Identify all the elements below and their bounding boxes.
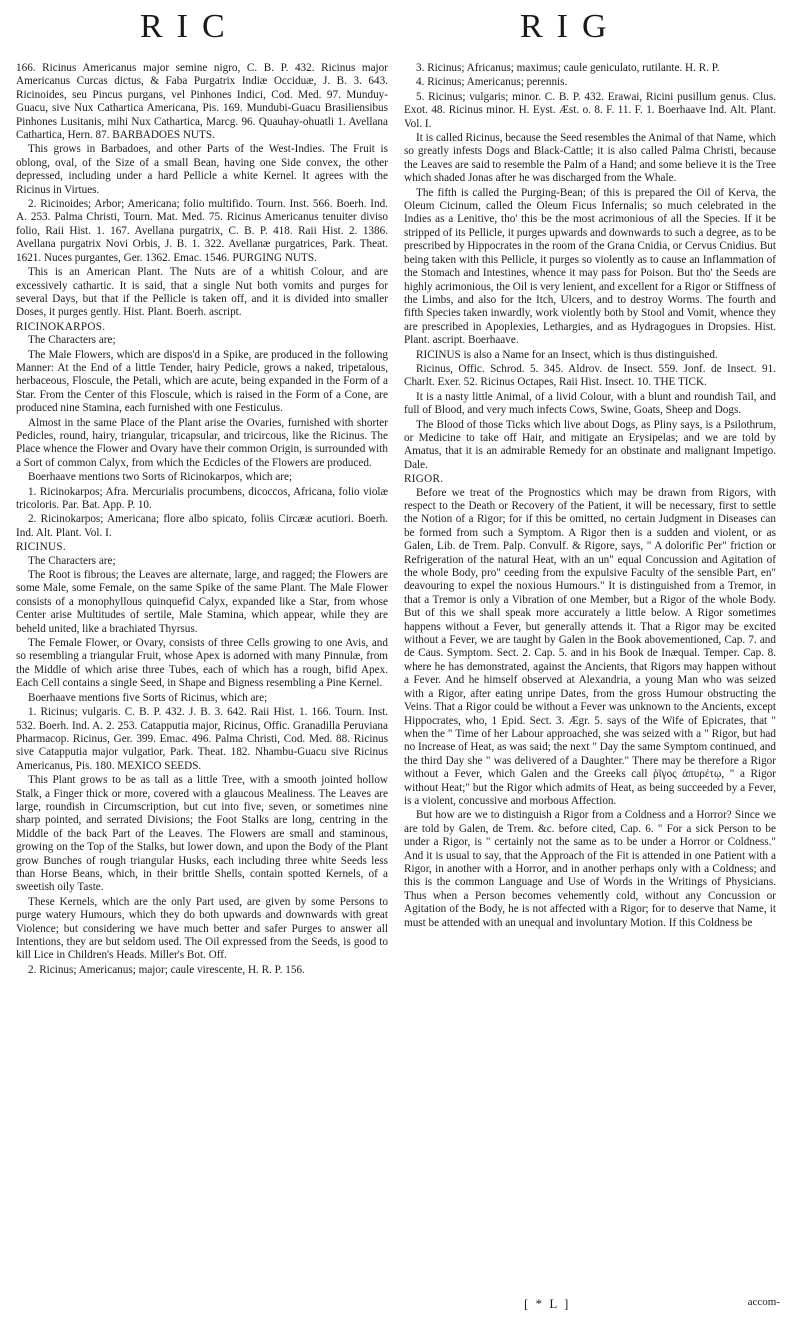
paragraph: But how are we to distinguish a Rigor from a Coldness and a Horror? Since we are told by Galen, de Trem. &c. before cited, Cap. 6. " For a sick Person to be under a Rigor, is " certainly not the same as to be under a Horror or Coldness." And it is usual to say, that the Approach of the Fit is attended in one Patient with a Rigor, in another with a Horror, and in another perhaps only with a Coldness; and this is the common Language and Use of Words in the Writings of Physicians. Thus when a Person becomes vehemently cold, without any Concussion or Agitation of the Body, he is not affected with a Rigor; for to deserve that Name, it must be attended with an unequal and involuntary Motion. If this Coldness be [404,809,776,929]
section-heading: RICINUS. [16,541,66,554]
page-footer [0,1296,800,1326]
header-right-word: RIG [520,8,621,45]
paragraph: The Male Flowers, which are dispos'd in a Spike, are produced in the following Manner: At the End of a little Tender, hairy Pedicle, grows a naked, tripetalous, herbaceous, Floscule, the Petali, which are acute, being expanded in the Form of a Star. From the Center of this Floscule, which is raised in the Form of a Cone, are produced nine Stamina, each furnished with one Festiculus. [16,348,388,415]
section-heading: RIGOR. [404,473,444,486]
paragraph: The Root is fibrous; the Leaves are alternate, large, and ragged; the Flowers are some Male, some Female, on the same Spike of the same Plant. The Male Flower consists of a monophyllous quinquefid Calyx, expanded like a Star, from whose Center arise Multitudes of sertile, Male Stamina, which appear, while they are beheld united, like a brachiated Thyrsus. [16,569,388,635]
paragraph: 2. Ricinokarpos; Americana; flore albo spicato, foliis Circææ acutiori. Boerh. Ind. Alt. Plant. Vol. I. [16,513,388,539]
paragraph: It is a nasty little Animal, of a livid Colour, with a blunt and roundish Tail, and full of Blood, and very much infects Cows, Swine, Goats, Sheep and Dogs. [404,390,776,417]
paragraph: 5. Ricinus; vulgaris; minor. C. B. P. 432. Erawai, Ricini pusillum genus. Clus. Exot. 48. Ricinus minor. H. Eyst. Æst. o. 8. F. 11. F. 1. Boerhaave Ind. Alt. Plant. Vol. I. [404,90,776,130]
header-left-word: RIC [140,8,239,45]
paragraph: Before we treat of the Prognostics which may be drawn from Rigors, with respect to the Death or Recovery of the Patient, it will be necessary, first to settle the Notion of a Rigor; for if this be omitted, no certain Judgment in Diseases can be formed from such a Symptom. A Rigor then is a sudden and violent, or as Galen, Lib. de Trem. Palp. Convulf. & Rigore, says, " A dolorific Per" friction or Refrigeration of the natural Heat, with an un" equal Concussion and Agitation of the whole Body, pro" ceeding from the expulsive Faculty of the sensible Part, en" deavouring to expel the noxious Humours." It is distinguished from a Tremor, in that a Tremor is only a Vibration of one Member, but a Rigor of the whole Body. But of this we shall speak more accurately a little below. A Rigor sometimes happens without a Fever, but generally attends it. That a Rigor may be excited without a Fever, we are taught by Galen in the Book abovementioned, Cap. 7. and de Caus. Symptom. Sect. 2. Cap. 5. and in his Book de Inæqual. Temper. Cap. 8. where he has demonstrated, against the Ancients, that Rigors may happen without a Fever. And he himself observed at Alexandria, a young Man who was seized with a Rigor, after eating unripe Dates, from the gross Humour obstructing the Veins. That a Rigor could be without a Fever was unknown to the Ancients, except Hippocrates, who, 1 Epid. Sect. 3. Ægr. 5. says of the Wife of Epicrates, that " when the " Time of her Labour approached, she was seized with a " Rigor, but had no Increase of Heat, as was said; the next " Day the same Symptom continued, and the third Day she " was delivered of a Daughter." There may be therefore a Rigor without a Fever, which Galen and the Greeks call ῥῖγος ἀπυρέτῳ, " a Rigor without Heat;" but the Rigor which admits of Heat, as being succeeded by a Fever, is a violent, concussive and morbous Affection. [404,486,776,807]
paragraph: RICINUS is also a Name for an Insect, which is thus distinguished. [416,348,718,361]
paragraph: 4. Ricinus; Americanus; perennis. [416,76,568,89]
right-text-column [404,62,776,1292]
paragraph: 3. Ricinus; Africanus; maximus; caule geniculato, rutilante. H. R. P. [416,62,720,74]
paragraph: It is called Ricinus, because the Seed resembles the Animal of that Name, which so greatly infests Dogs and Black-Cattle; it is also called Palma Christi, because the Leaves are said to resemble the Palm of a Hand; and some believe it is the Tree which shaded Jonas after he was discharged from the Whale. [404,132,776,185]
signature-mark: [ * L ] [524,1296,571,1311]
paragraph: 2. Ricinus; Americanus; major; caule virescente, H. R. P. 156. [28,963,305,976]
paragraph: Boerhaave mentions five Sorts of Ricinus, which are; [28,691,268,704]
paragraph: Almost in the same Place of the Plant arise the Ovaries, furnished with shorter Pedicles, round, hairy, triangular, tricapsular, and tricircous, like the Ricinus. The Place whence the Flower and Ovary have their common Origin, is surrounded with a Sort of common Calyx, from which the Ecdicles of the Flowers are produced. [16,416,388,469]
catchword: accom- [747,1296,780,1308]
paragraph: These Kernels, which are the only Part used, are given by some Persons to purge watery Humours, which they do both upwards and downwards with great Violence; but considering we have much better and safer Purges to answer all Intentions, they are but seldom used. The Oil expressed from the Seeds, is good to kill Lice in Children's Heads. Miller's Bot. Off. [16,895,388,962]
paragraph: The Blood of those Ticks which live about Dogs, as Pliny says, is a Psilothrum, or Medicine to take off Hair, and mitigate an Erysipelas; and we are told by Amatus, that it is an admirable Remedy for an obstinate and malignant Impetigo. Dale. [404,418,776,471]
running-header [0,0,800,62]
paragraph: 166. Ricinus Americanus major semine nigro, C. B. P. 432. Ricinus major Americanus Curcas dictus, & Faba Purgatrix Indiæ Occiduæ, J. B. 3. 643. Ricinoides, seu Pincus purgans, vel Pinhones Indici, Cod. Med. 97. Munduy-Guacu, sive Nux Cathartica Americana, Pis. 169. Mundubi-Guacu Brasiliensibus Pinhones Lusitanis, mihi Nux Cathartica, Marcg. 96. Quauhay-ohuatli 1. Avellana Cathartica, Hern. 87. BARBADOES NUTS. [16,62,388,142]
section-heading: RICINOKARPOS. [16,320,106,333]
paragraph: Ricinus, Offic. Schrod. 5. 345. Aldrov. de Insect. 559. Jonf. de Insect. 91. Charlt. Exer. 52. Ricinus Octapes, Raii Hist. Insect. 10. THE TICK. [404,362,776,389]
paragraph: This grows in Barbadoes, and other Parts of the West-Indies. The Fruit is oblong, oval, of the Size of a small Bean, having one Side convex, the other depressed, including under a hard Pellicle a white Kernel. It agrees with the Ricinus in Virtues. [16,143,388,196]
paragraph: The Characters are; [28,554,116,567]
paragraph: The Female Flower, or Ovary, consists of three Cells growing to one Avis, and so resembling a triangular Fruit, whose Apex is adorned with many Pinnulæ, from the Middle of which arise three Tubes, each of which has a rough, bifid Apex. Each Cell contains a single Seed, in Shape and Bigness resembling a Pine Kernel. [16,637,388,690]
paragraph: Boerhaave mentions two Sorts of Ricinokarpos, which are; [28,471,293,484]
paragraph: The fifth is called the Purging-Bean; of this is prepared the Oil of Kerva, the Oleum Cicinum, called the Oleum Ficus Infernalis; so much celebrated in the Indies as a Lenitive, tho' this be the most acrimonious of all the Species. If it be stripped of its Pellicle, it purges upwards and downwards to such a degree, as to be prescribed by Hippocrates in the room of the Grana Cnidia, or Cervus Cnidius. But being taken with this Pellicle, it purges so violently as to cause an Inflammation of the Stomach and Intestines, whence it may pass for Poison. But tho' the Seeds are highly acrimonious, the Oil is very lenient, and excellent for a Rigor or Stiffness of the Limbs, and also for the Itch, Ulcers, and to destroy Worms. The fourth and fifth Species taken inwardly, work violently both by Stool and Vomit, whence they are prescribed in Apoplexies, Lethargies, and as Hydragogues in Dropsies. Hist. Plant. ascript. Boerhaave. [404,186,776,347]
paragraph: 1. Ricinus; vulgaris. C. B. P. 432. J. B. 3. 642. Raii Hist. 1. 166. Tourn. Inst. 532. Boerh. Ind. A. 2. 253. Catapputia major, Ricinus, Offic. Granadilla Peruviana Pharmacop. Ricinus, Ger. 399. Emac. 496. Palma Christi, Cod. Med. 88. Ricinus sive Catapputia major vulgatior, Park. Theat. 182. Nhambu-Guacu sive Ricinus Americanus, Pis. 180. MEXICO SEEDS. [16,706,388,772]
paragraph: The Characters are; [28,334,116,347]
left-text-column [16,62,388,1292]
paragraph: 2. Ricinoides; Arbor; Americana; folio multifido. Tourn. Inst. 566. Boerh. Ind. A. 253. Palma Christi, Tourn. Mat. Med. 75. Ricinus Americanus tenuiter diviso folio, Raii Hist. 1. 167. Avellana purgatrix, C. B. P. 418. Raii Hist. 2. 1386. Avellana purgatrix Novi Orbis, J. B. 1. 322. Avellanæ purgatrices, Park. Theat. 1621. Nuces purgantes, Ger. 1362. Emac. 1546. PURGING NUTS. [16,198,388,264]
paragraph: This Plant grows to be as tall as a little Tree, with a smooth jointed hollow Stalk, a Finger thick or more, covered with a glaucous Mealiness. The Leaves are large, roundish in Circumscription, but cut into five, seven, or sometimes nine sharp pointed, and serrated Divisions; the Foot Stalks are long, centring in the Middle of the back Part of the Leaves. The Flowers are small and staminous, growing on the Top of the Stalks, but lower down, and upon the Body of the Plant grow Bunches of rough triangular Husks, each including three white Seeds less than Horse Beans, which, in their brittle Shells, contain spotted Kernels, of a sweetish oily Taste. [16,774,388,894]
paragraph: This is an American Plant. The Nuts are of a whitish Colour, and are excessively cathartic. It is said, that a single Nut both vomits and purges for several Days, but that if the Pellicle is taken off, and it is divided into smaller Doses, it purges gently. Hist. Plant. Boerh. ascript. [16,266,388,319]
paragraph: 1. Ricinokarpos; Afra. Mercurialis procumbens, dicoccos, Africana, folio violæ tricoloris. Par. Bat. App. P. 10. [16,485,388,511]
